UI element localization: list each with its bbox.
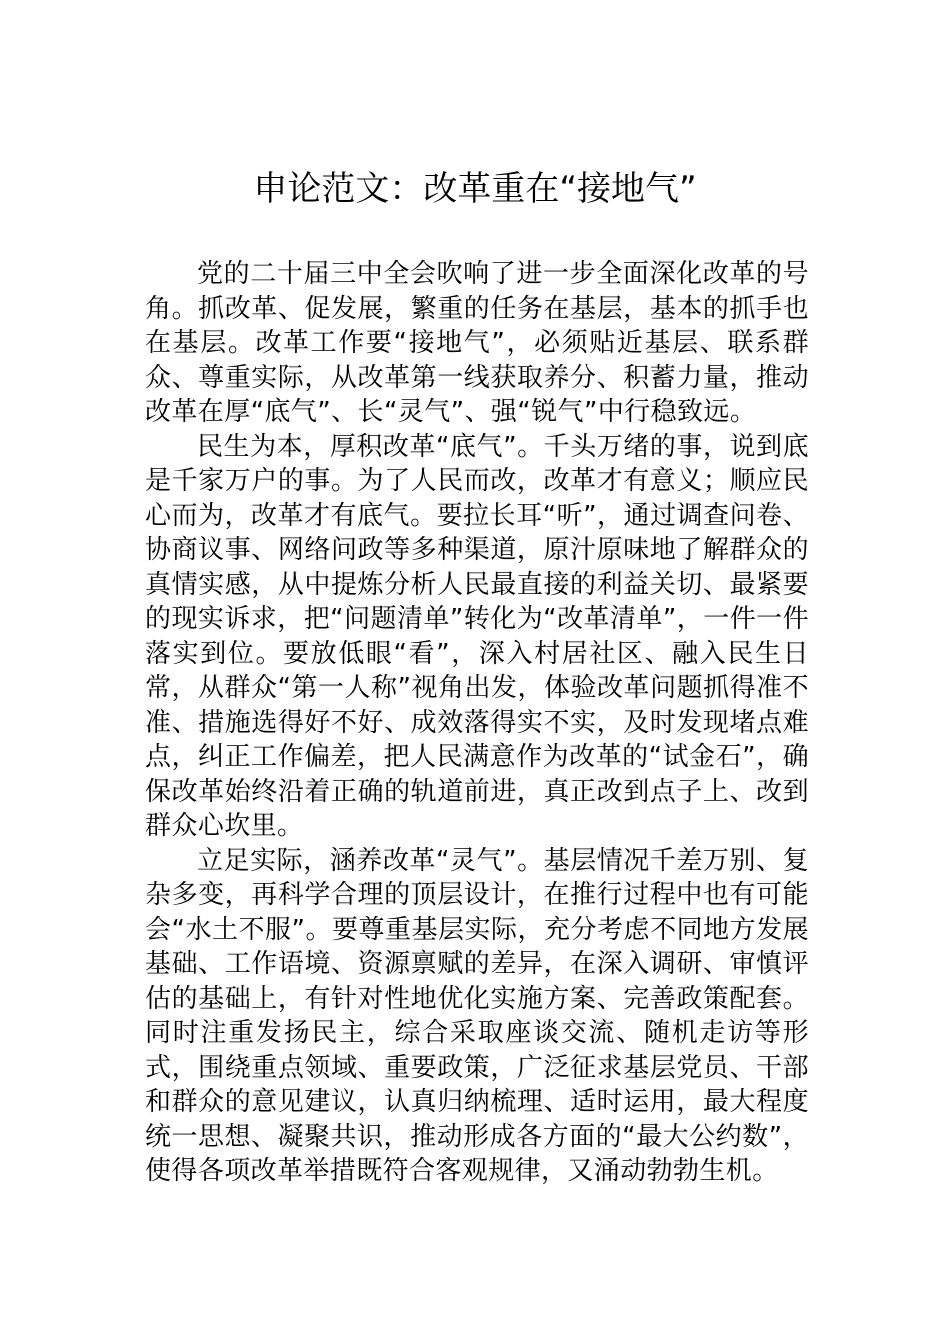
paragraph-livelihood: 民生为本，厚积改革“底气”。千头万绪的事，说到底是千家万户的事。为了人民而改，改革才有意义；顺应民心而为，改革才有底气。要拉长耳“听”，通过调查问卷、协商议事、网络问政等多种渠道，原汁原味地了解群众的真情实感，从中提炼分析人民最直接的利益关切、最紧要的现实诉求，把“问题清单”转化为“改革清单”，一件一件落实到位。要放低眼“看”，深入村居社区、融入民生日常，从群众“第一人称”视角出发，体验改革问题抓得准不准、措施选得好不好、成效落得实不实，及时发现堵点难点，纠正工作偏差，把人民满意作为改革的“试金石”，确保改革始终沿着正确的轨道前进，真正改到点子上、改到群众心坎里。 [145,431,809,841]
document-body [145,257,809,1189]
document-title: 申论范文：改革重在“接地气” [253,169,697,209]
paragraph-intro: 党的二十届三中全会吹响了进一步全面深化改革的号角。抓改革、促发展，繁重的任务在基层，基本的抓手也在基层。改革工作要“接地气”，必须贴近基层、联系群众、尊重实际，从改革第一线获取养分、积蓄力量，推动改革在厚“底气”、长“灵气”、强“锐气”中行稳致远。 [145,259,809,427]
paragraph-reality: 立足实际，涵养改革“灵气”。基层情况千差万别、复杂多变，再科学合理的顶层设计，在推行过程中也有可能会“水土不服”。要尊重基层实际，充分考虑不同地方发展基础、工作语境、资源禀赋的差异，在深入调研、审慎评估的基础上，有针对性地优化实施方案、完善政策配套。同时注重发扬民主，综合采取座谈交流、随机走访等形式，围绕重点领域、重要政策，广泛征求基层党员、干部和群众的意见建议，认真归纳梳理、适时运用，最大程度统一思想、凝聚共识，推动形成各方面的“最大公约数”，使得各项改革举措既符合客观规律，又涌动勃勃生机。 [145,845,809,1186]
